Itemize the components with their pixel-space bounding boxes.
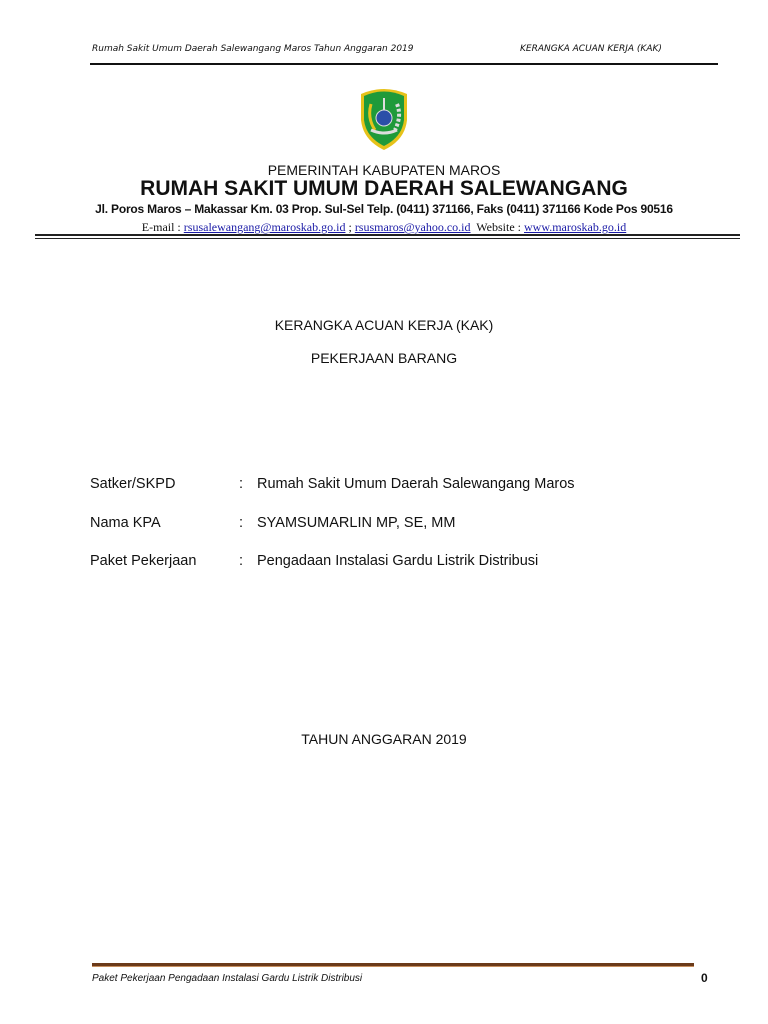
email-label: E-mail : [141,220,184,234]
header-divider [90,63,718,65]
field-label: Nama KPA [90,515,161,531]
government-name: PEMERINTAH KABUPATEN MAROS [267,162,501,178]
field-colon: : [239,553,244,569]
email-link-1[interactable]: rsusalewangang@maroskab.go.id [183,220,346,234]
regency-logo [357,86,411,152]
contact-line [0,220,768,235]
footer-divider [92,963,694,967]
page-number: 0 [701,971,708,985]
letterhead-divider-thin [35,238,740,239]
field-colon: : [239,515,244,531]
header-right-text: KERANGKA ACUAN KERJA (KAK) [520,44,662,54]
address: Jl. Poros Maros – Makassar Km. 03 Prop. Sul-Sel Telp. (0411) 371166, Faks (0411) 371166 Kode Pos 90516 [95,202,673,216]
budget-year: TAHUN ANGGARAN 2019 [301,731,467,747]
field-value: Pengadaan Instalasi Gardu Listrik Distribusi [257,553,539,569]
document-title: KERANGKA ACUAN KERJA (KAK) [274,317,494,333]
header-left-text: Rumah Sakit Umum Daerah Salewangang Maros Tahun Anggaran 2019 [92,44,414,54]
field-value: Rumah Sakit Umum Daerah Salewangang Maros [257,476,575,492]
document-subtitle: PEKERJAAN BARANG [310,350,458,366]
email-link-2[interactable]: rsusmaros@yahoo.co.id [354,220,471,234]
website-label: Website : [470,220,524,234]
email-separator: ; [345,220,355,234]
field-value: SYAMSUMARLIN MP, SE, MM [257,515,456,531]
field-label: Paket Pekerjaan [90,553,197,569]
website-link[interactable]: www.maroskab.go.id [524,220,627,234]
institution-name: RUMAH SAKIT UMUM DAERAH SALEWANGANG [140,177,628,200]
field-colon: : [239,476,244,492]
footer-text: Paket Pekerjaan Pengadaan Instalasi Gardu Listrik Distribusi [92,973,363,984]
letterhead-divider-thick [35,234,740,236]
field-label: Satker/SKPD [90,476,176,492]
